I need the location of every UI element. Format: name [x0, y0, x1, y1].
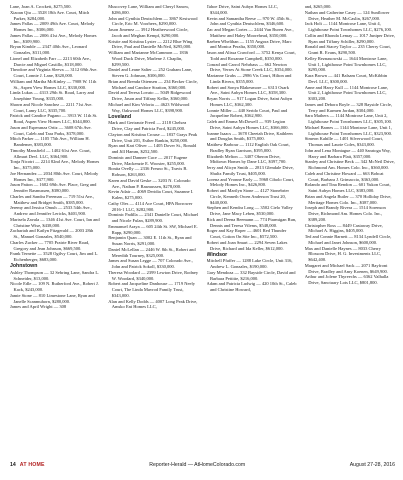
listing-entry: Kevin and Samantha Reese — 970 W. 45th St., John and Cynthia Deutschlem, $346,600.	[206, 15, 292, 27]
publication-name: Reporter-Herald — AtHomeColorado.com	[149, 462, 246, 468]
listing-entry: Roger and Kay Roper — 4601 Red Thunder Court, Cotton On Site Inc., $572,500.	[206, 228, 287, 239]
listing-entry: Jerry and Alicyn Smith — 2813 Glendale Drive, Shultz Family Trust, $405,000.	[206, 165, 294, 176]
town-heading: Windsor	[206, 251, 228, 258]
listing-entry: Joseph and Brandy Rivera — 1514 Sorenson Drive, Richmond Am. Homes Colo. Inc., $389,200.	[304, 205, 386, 222]
listing-entry: Marisela Zavala — 1346 41st Ave. Court, Ian and Christine Wise, $438,000.	[10, 216, 100, 228]
listing-entry: Rolando and Tina Rendon — 601 Yukon Court, Saint Aubyn Homes LLC, $383,000.	[304, 182, 391, 193]
listing-entry: Daniel McLellan — 2446 W. 8th St., Robert and Meredith Tourney, $325,000.	[108, 246, 196, 258]
listing-entry: and, $265,000.	[304, 4, 332, 9]
listing-entry: James Pallas — 2009 49th Ave. Court, Melody Homes Inc., $306,000.	[10, 21, 95, 32]
listing-entry: Robert and Joan Smart — 2294 Seven Lakes Drive, Richard and Ida Keller, $612,000.	[206, 239, 288, 251]
listing-entry: Charles Zucker — 7705 Prairie River Road, Gregory and Jean Johnson, $669,500.	[10, 239, 90, 251]
listing-entry: Nathan and Catherine Casey — 124 Sunflower Drive, Heather M. McCaslin, $267,000.	[304, 9, 390, 21]
listing-entry: Max and Danielle Haynes — 8033 Cherry Blossom Drive, H. G. Investments LLC, $642,400.	[304, 245, 382, 262]
listing-entry: Arthur and Jolene Thyreechs — 6362 Valhalla Drive, Sanctuary Lots LLC, $801,800.	[304, 274, 389, 285]
listing-entry: Kara Brown — 441 Balsam Court, McKibbin Devl. LLC, $300,000.	[304, 73, 388, 84]
listing-entry: Karen and David Geske — 3203 N. Colorado Ave., Nathan P. Rasmussen, $278,000.	[108, 177, 191, 189]
listing-entry: Matthew Barbour — 1112 English Oak Court, Bradley Ryan Garrison, $395,000.	[206, 142, 290, 153]
listing-entry: Robert and Marilyn Stone — 4127 Stonebrier Circle, Kenneth Owen Anderson Trust 20, $440,000.	[206, 188, 289, 205]
listing-entry: Timothy Mansfield — 1402 61st Ave. Court, Allmart Devl. LLC, $364,900.	[10, 147, 91, 159]
listing-entry: Kelley Reznauowski — 1644 Montrose Lane, Unit 1, Lighthouse Point Townhomes LLC, $295,000.	[304, 55, 388, 73]
listing-entry: Theresa Woodard — 2399 Lewton Drive, Rodney W. Woodard, $340,000.	[108, 269, 199, 281]
listing-entry: Clayton and Kristina Crouse — 1837 Grays Peak Drive, Unit 201, Esther Rankin, $250,000.	[108, 131, 198, 143]
listing-entry: Raeben Whelihan — 1155 Angora Drive, Marc and Monica Peralta, $350,000.	[206, 38, 292, 50]
listing-entry: James and April Wright — 308	[10, 304, 67, 310]
listing-entry: Jason Jimenez — 3912 Heatherwood Circle, Jacob and Meghan Kempf, $290,000.	[108, 27, 189, 38]
listing-entry: Brian and Angela Butler — 370 Holliday Drive, Meritage Homes Colo. Inc., $387,000.	[304, 193, 392, 205]
listing-entry: Ronald and Stacey Taylor — 235 Cherry Court, Grant R. Evans, $290,500.	[304, 44, 391, 55]
listing-entry: Kevin Adair — 4069 Deridia Court, Suzanne I. Kalen, $275,000.	[108, 189, 194, 201]
listing-entry: Robert and Sonya Blakesmore — 6313 Osark Ave., Saint Aubyn Homes LLC, $358,300.	[206, 84, 289, 96]
listing-entry: Simeon Kahille — 1401 Silverwood Court, Thomas and Laurie Coles, $343,000.	[304, 136, 383, 147]
column-3	[207, 4, 297, 458]
listing-entry: Nicole Edle — 109 N. Rutherford Ave., Robert J. Kack, $243,000.	[10, 281, 99, 293]
listing-entry: Stanley and Christine Beck — 342 McNeil Drive, Richmond Am. Homes Colo. Inc., $360,000.	[304, 159, 395, 170]
listing-entry: Marianne Grubs — 2986 Vis Court, Hilton and Linda Rivera, $355,000.	[206, 73, 292, 84]
listing-entry: Mitchell Pfaffer — 1288 Lake Circle, Unit 316, Andrew L. Gonzales, $190,000.	[206, 258, 293, 270]
listing-entry: Jason and Esperanza Ortiz — 3608 67th Ave. Court, Caleb and Tara Parks, $378,000.	[10, 124, 92, 136]
listing-entry: Conrad and Carrol Nehrbass — 662 Newton Drive, Verses At Stone Creek LLC, $354,000.	[206, 61, 293, 73]
listing-entry: Jason and Alissa Crawford — 3752 Kenya Court, Todd and Roxanne Campbell, $350,000.	[206, 50, 296, 61]
listing-entry: Joe Hernandez — 2034 80th Ave. Court, Melody Homes Inc., $377,900.	[10, 170, 99, 182]
listing-entry: Dominic and Dannee Cuce — 2017 Eugene Drive, Mackenzie E. Wooster, $255,000.	[108, 154, 188, 166]
listing-entry: William and Marianne McCammon — 1836 Wood Duck Drive, Marlene J. Chaplin, $299,500.	[108, 50, 189, 67]
listing-entry: Jamie Stone — 810 Limestone Lane, Ryan and Janelle Scanmuhorn, $280,000.	[10, 292, 95, 304]
listing-entry: Jeremy and Jessica Omuh — 2533 54th Ave., Andrew and Jennifer Lericks, $401,900.	[10, 205, 92, 216]
listing-entry: Cathy Oles — 4114 Ace Court, HPA Borrower 2016-1 LLC, $282,900.	[108, 200, 193, 212]
listing-entry: Jason Patton — 1602 69th Ave. Place, Greg and Jennifer Rasmussen, $380,000.	[10, 182, 97, 193]
property-transfers-listing	[10, 4, 395, 458]
listing-entry: Kristie and Kristina Lyster — 2212 Blue Wing Drive, Paul and Danielle McNeil, $295,000.	[108, 38, 193, 50]
listing-entry: Frank Ternette — 3528 Ogilvy Court, Jim and L. Eichenberger, $683,000.	[10, 251, 99, 262]
page-footer	[10, 462, 395, 472]
listing-entry: Joanne Isaacs — 3678 Cheetah Drive, Kathleen and Douglas Smith, $375,000.	[206, 130, 293, 142]
listing-entry: David and Teresa Lovato — 5049 Ridgewood Drive, Jason and Tiffany Kellie, $360,000.	[108, 90, 192, 101]
listing-entry: Lane, Joan A. Crockett, $275,500.	[10, 4, 72, 9]
listing-entry: Emmanuel Araya — 605 24th St. SW, Michael E. Rapp, $290,000.	[108, 223, 198, 235]
listing-entry: Alan and Kelly Dodds — 4007 Long Peak Drive, Amsko Ent Homes LLC,	[108, 298, 198, 310]
magazine-name: AT HOME	[19, 462, 45, 468]
listing-entry: Elizabeth Melton — 3407 Oberon Drive, Midtown Homes by Dane LLC, $397,700.	[206, 153, 287, 165]
column-2	[108, 4, 198, 458]
column-1	[10, 4, 100, 458]
listing-entry: Benjamin Quan — 3002 E. 11th St., Ryan and Susan Norris, $291,000.	[108, 235, 192, 247]
listing-entry: Caleb and Christine Howard — 663 Bobcat Court, Barbara J. Grimaccio, $363,000.	[304, 170, 384, 182]
listing-entry: Lorenz and Yvonne Early — 5968 Cibolo Court, Melody Homes Inc., $426,800.	[206, 176, 295, 188]
listing-entry: Charles and Sandra Freeman — 719 51st Ave., Matthew and Bridget Smith, $385,000.	[10, 193, 95, 205]
listing-entry: Michael Barnes — 1144 Montrose Lane, Unit 1, Lighthouse Point Townhomes LLC, $323,900.	[304, 124, 392, 136]
issue-date: August 27-28, 2016	[349, 462, 395, 468]
listing-entry: James and Debora Boyle — 328 Bayside Circle, Terry and Karmen Jordan, $304,000.	[304, 101, 392, 113]
listing-entry: Lionel and Elizabeth Farr — 2213 60th Ave., Darcie and Miguel Castillo, $318,000.	[10, 55, 92, 67]
listing-entry: Mark and Gertraute Freeil — 2118 Chelsea Drive, Clay and Patricia Ford, $245,000.	[108, 120, 187, 132]
listing-entry: John and Lena Montague — 440 Saratoga Way, Harry and Barbara Platt, $357,000.	[304, 147, 391, 159]
listing-entry: Patrick and Candice Pagano — 3913 W. 11th St. Road, Aspen View Homes LLC, $344,800.	[10, 113, 98, 124]
listing-entry: Tahoe Drive, Saint Aubyn Homes LLC, $344,000.	[206, 4, 279, 15]
listing-entry: Rick and Deena Beemann — 774 Ptarmigan Run, Dennis and Teresa Vilems, $548,000.	[206, 216, 297, 228]
listing-entry: Lonnie Miller — 440 Serido Court, Paul and Jacqueline Robert, $362,900.	[206, 107, 288, 119]
listing-entry: Theodore and Virginia Sleeva — 3112 69th Ave. Court, Lonnie J. Lane, $320,000.	[10, 67, 98, 78]
listing-entry: Daniel and Leane Salter — 252 Graham Lane, Steven G. Johnson, $306,000.	[108, 67, 192, 78]
listing-entry: Brian and Brenda Ottensen — 234 Becker Circle, Michael and Candace Stratton, $360,000.	[108, 78, 198, 90]
page-number: 14	[10, 462, 16, 468]
listing-entry: Caleb and Emma McDowell — 939 Legion Drive, Saint Aubyn Homes LLC, $366,000.	[206, 119, 289, 130]
listing-entry: Mitch Parker — 1105 75th Ave., William H. Bandemer, $383,000.	[10, 136, 90, 147]
listing-entry: Linda Lukas — 4313 29th St. Road, Larry and Josephine Young, $335,000.	[10, 90, 94, 101]
listing-entry: Bryan Norris — 917 Logan Drive, Saint Aubyn Homes LLC, $362,300.	[206, 96, 293, 107]
listing-entry: Ryan and Kari Oliver — 1405 Dover St., Ronald and Jill Hamm, $252,500.	[108, 143, 197, 155]
town-heading: Johnstown	[10, 263, 38, 270]
listing-entry: Shawn and Nicole Sanchez — 2211 71st Ave. Court, Lamy LLC, $335,700.	[10, 101, 93, 113]
listing-entry: Zachariah and Katlyn Fitzgerald — 2003 28th St., Manuel Gonzales, $540,000.	[10, 228, 94, 239]
listing-entry: Bryan Kimble — 2347 40th Ave., Leonard Gonzales, $311,000.	[10, 44, 87, 55]
listing-entry: Christopher Ross — 8449 Castaway Drive, Michael A. Higgins, $405,000.	[304, 222, 383, 234]
listing-entry: Sara Mathers — 1144 Montrose Lane, Unit 2, Lighthouse Point Townhomes LLC, $305,100.	[304, 113, 392, 124]
listing-entry: James Pallas — 2006 41st Ave., Melody Homes Inc., $309,900.	[10, 32, 97, 44]
listing-entry: Jack Holt — 1144 Montrose Lane, Unit 4, Lighthouse Point Townhomes LLC, $276,100.	[304, 21, 392, 32]
town-heading: Loveland	[108, 113, 132, 120]
listing-entry: Michael and Kim Veloria — 4623 Wildwood Way, Oakwood Homes LLC, $398,900.	[108, 101, 190, 113]
listing-entry: Zac and Megan Cortes — 2444 Van Buren Ave., Matthew and Haley Moorehead, $350,000.	[206, 27, 294, 38]
listing-entry: James and Susan Legge — 707 Colorado Ave., John and Patrick Sokoll, $330,000.	[108, 258, 193, 270]
listing-entry: William and Martha McKinley — 7908 W. 11th St., Aspen View Homes LLC, $330,000.	[10, 78, 97, 90]
listing-entry: Ashley Thompson — 32 Sebring Lane, Sandra L. Schneider, $13,000.	[10, 269, 100, 281]
listing-entry: Margaret and Michael Sack — 2071 Bayfront Drive, Bradley and Amy Koenen, $649,900.	[304, 262, 388, 274]
listing-entry: Bonita Ovelly — 2336 Fresno St., Travis B. Robson, $263,000.	[108, 166, 188, 178]
listing-entry: Adam and Patricia Ludwig — 420 10th St., Caleb and Christine Howard,	[206, 281, 297, 293]
listing-entry: Ted and Connie Barnett — 8134 Lyndell Circle, Michael and Janet Johnson, $600,000.	[304, 234, 392, 245]
listing-entry: Robert and Jacqueline Danhouse — 1719 Neely Court, The Linda Mavrod Family Trust, $343,000.	[108, 281, 195, 298]
listing-entry: John and Cynthia Deutschlem — 3867 Kestwood Circle, Eric M. Voorhees, $290,000.	[108, 15, 198, 27]
listing-entry: Xiaoan Qiu — 3528 18th Ave. Court, Mitch Parker, $284,000.	[10, 9, 90, 21]
listing-entry: Stephen and Kendra Long — 3502 Cielo Valley Drive, Jane Macy Leben, $530,000.	[206, 205, 293, 216]
listing-entry: Collin and Rhonda Lemay — 1017 Juniper Drive, Ryan and Tiffany Schiller, $290,000.	[304, 32, 395, 44]
listing-entry: Dominic Padilla — 2341 Danielle Court, Michael and Nicole Fulan, $289,900.	[108, 212, 199, 224]
listing-entry: Gary Mendoza — 332 Bayside Circle, David and Barbara Pettitte, $216,000.	[206, 269, 296, 281]
listing-entry: Muscovey Lane, William and Cheryl Sanow, $286,000.	[108, 4, 190, 15]
listing-entry: Tonja Nicotri — 2214 82nd Ave., Melody Homes Inc., $375,000.	[10, 159, 100, 170]
column-4	[305, 4, 395, 458]
listing-entry: Anne and Harry Kull — 1144 Montrose Lane, Unit 2, Lighthouse Point Townhomes LLC, $303,200.	[304, 84, 389, 101]
